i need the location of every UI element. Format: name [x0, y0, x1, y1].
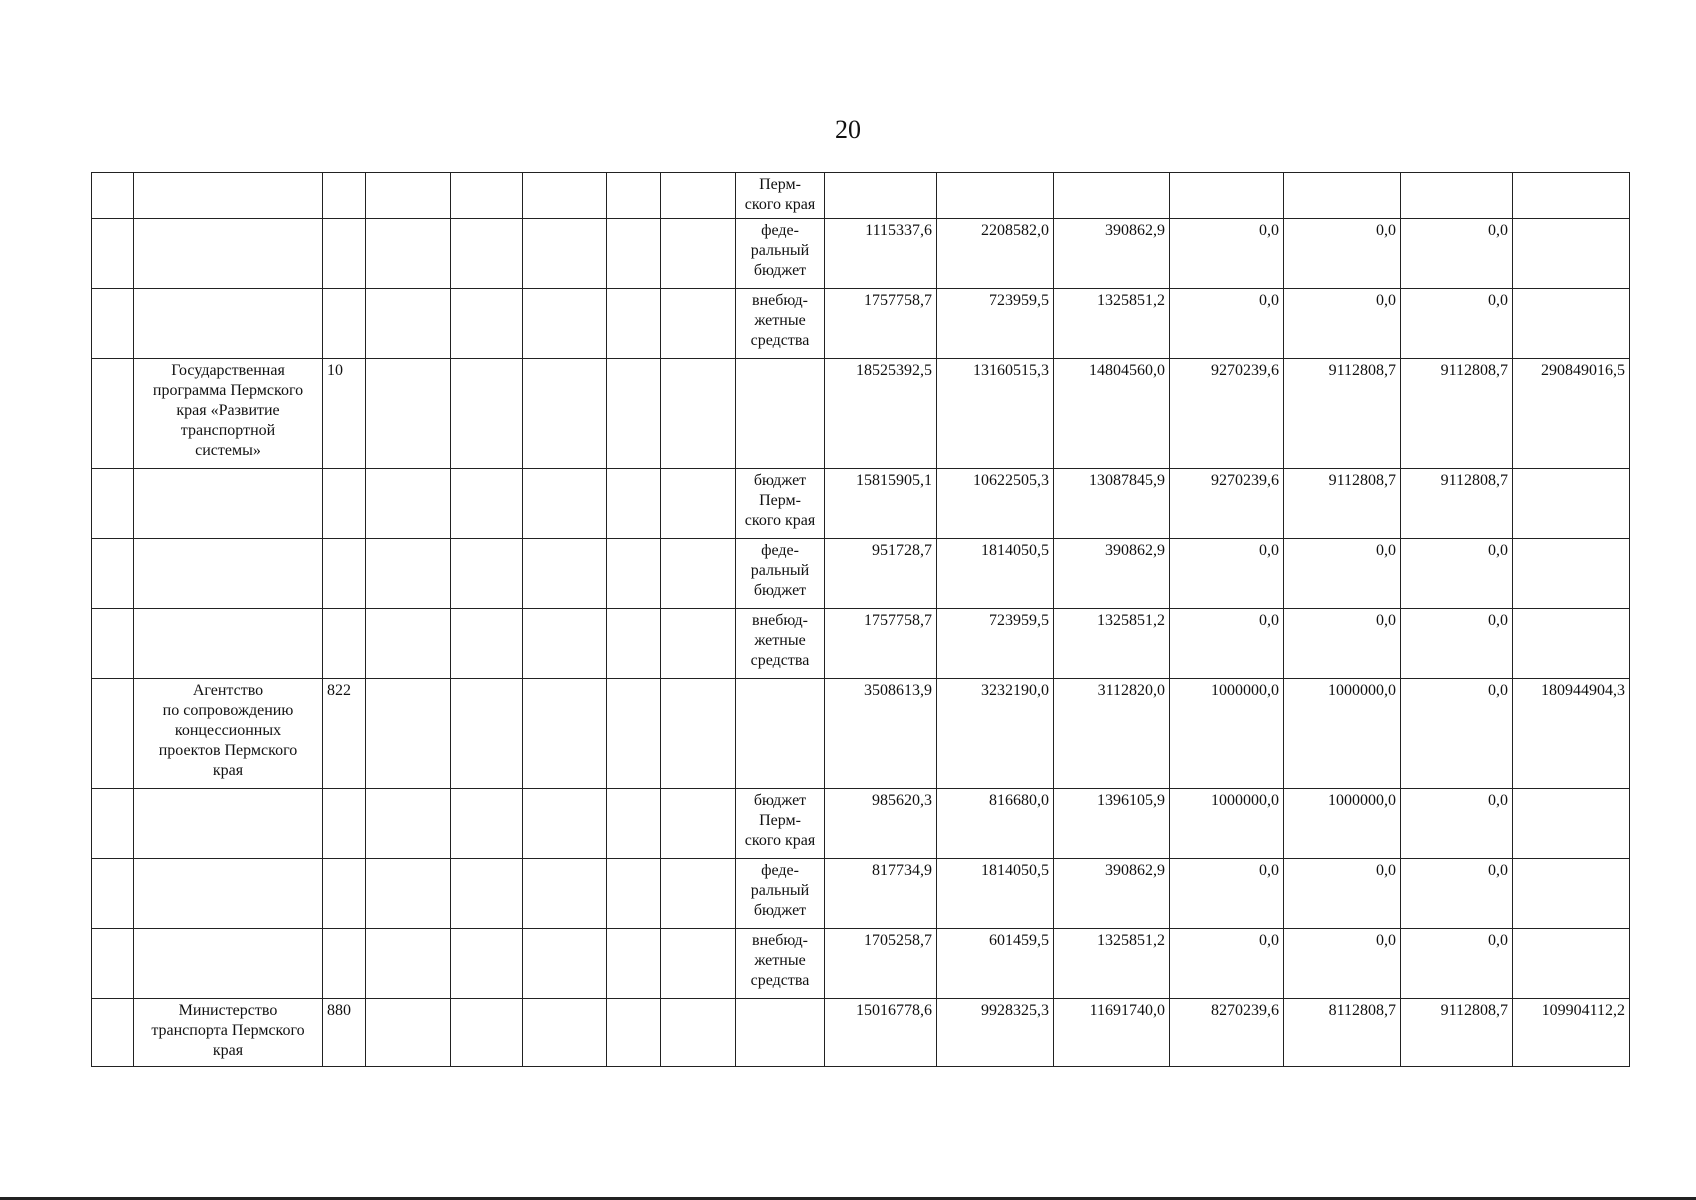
amount-cell: 1705258,7: [825, 929, 937, 999]
table-row: [92, 679, 1630, 789]
table-row: [92, 789, 1630, 859]
page-number: 20: [835, 115, 861, 144]
empty-cell: [607, 999, 661, 1067]
total-cell: 109904112,2: [1513, 999, 1630, 1067]
amount-cell: 0,0: [1401, 219, 1513, 289]
empty-cell: [523, 929, 607, 999]
funding-source-cell: внебюд- жетные средства: [736, 609, 825, 679]
amount-cell: 8112808,7: [1284, 999, 1401, 1067]
amount-cell: 14804560,0: [1054, 359, 1170, 469]
amount-cell: 0,0: [1401, 859, 1513, 929]
amount-cell: 8270239,6: [1170, 999, 1284, 1067]
empty-cell: [366, 173, 451, 219]
index-cell: [92, 789, 134, 859]
amount-cell: 9270239,6: [1170, 469, 1284, 539]
amount-cell: [1284, 173, 1401, 219]
amount-cell: [1170, 173, 1284, 219]
empty-cell: [607, 679, 661, 789]
funding-source-cell: [736, 679, 825, 789]
amount-cell: 0,0: [1401, 929, 1513, 999]
total-cell: [1513, 859, 1630, 929]
amount-cell: 0,0: [1284, 219, 1401, 289]
total-cell: [1513, 173, 1630, 219]
amount-cell: 601459,5: [937, 929, 1054, 999]
amount-cell: 390862,9: [1054, 859, 1170, 929]
index-cell: [92, 539, 134, 609]
amount-cell: 0,0: [1401, 789, 1513, 859]
funding-source-cell: Перм- ского края: [736, 173, 825, 219]
amount-cell: 1396105,9: [1054, 789, 1170, 859]
amount-cell: 1757758,7: [825, 289, 937, 359]
funding-source-cell: феде- ральный бюджет: [736, 219, 825, 289]
amount-cell: 1325851,2: [1054, 289, 1170, 359]
program-name-cell: [134, 219, 323, 289]
amount-cell: 9112808,7: [1401, 469, 1513, 539]
table-row: [92, 999, 1630, 1067]
amount-cell: 9270239,6: [1170, 359, 1284, 469]
amount-cell: 15016778,6: [825, 999, 937, 1067]
empty-cell: [366, 999, 451, 1067]
program-name-cell: [134, 173, 323, 219]
table-row: [92, 859, 1630, 929]
funding-source-cell: бюджет Перм- ского края: [736, 469, 825, 539]
total-cell: [1513, 929, 1630, 999]
program-name-cell: [134, 609, 323, 679]
amount-cell: 390862,9: [1054, 539, 1170, 609]
empty-cell: [451, 789, 523, 859]
amount-cell: 0,0: [1401, 679, 1513, 789]
amount-cell: 723959,5: [937, 609, 1054, 679]
index-cell: [92, 289, 134, 359]
empty-cell: [607, 289, 661, 359]
total-cell: [1513, 609, 1630, 679]
code-cell: [323, 789, 366, 859]
empty-cell: [366, 609, 451, 679]
empty-cell: [523, 679, 607, 789]
code-cell: [323, 539, 366, 609]
empty-cell: [661, 289, 736, 359]
empty-cell: [451, 609, 523, 679]
empty-cell: [607, 359, 661, 469]
code-cell: 880: [323, 999, 366, 1067]
program-name-cell: Агентство по сопровождению концессионных проектов Пермского края: [134, 679, 323, 789]
empty-cell: [523, 789, 607, 859]
amount-cell: [1054, 173, 1170, 219]
amount-cell: 951728,7: [825, 539, 937, 609]
amount-cell: 18525392,5: [825, 359, 937, 469]
amount-cell: 1000000,0: [1170, 789, 1284, 859]
empty-cell: [451, 539, 523, 609]
index-cell: [92, 469, 134, 539]
total-cell: [1513, 789, 1630, 859]
code-cell: 10: [323, 359, 366, 469]
empty-cell: [366, 789, 451, 859]
empty-cell: [523, 359, 607, 469]
table-row: [92, 359, 1630, 469]
empty-cell: [661, 219, 736, 289]
amount-cell: 390862,9: [1054, 219, 1170, 289]
amount-cell: 3112820,0: [1054, 679, 1170, 789]
amount-cell: 9112808,7: [1401, 999, 1513, 1067]
amount-cell: 0,0: [1170, 539, 1284, 609]
empty-cell: [451, 999, 523, 1067]
empty-cell: [451, 289, 523, 359]
empty-cell: [607, 929, 661, 999]
code-cell: [323, 929, 366, 999]
program-name-cell: [134, 859, 323, 929]
amount-cell: 9112808,7: [1401, 359, 1513, 469]
empty-cell: [607, 469, 661, 539]
amount-cell: 0,0: [1284, 539, 1401, 609]
empty-cell: [451, 469, 523, 539]
index-cell: [92, 929, 134, 999]
amount-cell: 1000000,0: [1284, 789, 1401, 859]
amount-cell: 0,0: [1401, 289, 1513, 359]
amount-cell: 1325851,2: [1054, 929, 1170, 999]
empty-cell: [607, 219, 661, 289]
empty-cell: [523, 469, 607, 539]
program-name-cell: [134, 539, 323, 609]
program-name-cell: [134, 789, 323, 859]
empty-cell: [451, 929, 523, 999]
amount-cell: 13087845,9: [1054, 469, 1170, 539]
total-cell: [1513, 289, 1630, 359]
index-cell: [92, 609, 134, 679]
amount-cell: [1401, 173, 1513, 219]
index-cell: [92, 679, 134, 789]
empty-cell: [451, 219, 523, 289]
program-name-cell: [134, 289, 323, 359]
amount-cell: 0,0: [1284, 289, 1401, 359]
code-cell: [323, 219, 366, 289]
empty-cell: [607, 859, 661, 929]
program-name-cell: Государственная программа Пермского края «Развитие транспортной системы»: [134, 359, 323, 469]
code-cell: [323, 609, 366, 679]
amount-cell: 3508613,9: [825, 679, 937, 789]
amount-cell: 1000000,0: [1284, 679, 1401, 789]
table-row: [92, 929, 1630, 999]
table-row: [92, 469, 1630, 539]
amount-cell: 0,0: [1401, 539, 1513, 609]
index-cell: [92, 859, 134, 929]
empty-cell: [661, 539, 736, 609]
total-cell: [1513, 219, 1630, 289]
empty-cell: [366, 929, 451, 999]
empty-cell: [366, 539, 451, 609]
program-name-cell: Министерство транспорта Пермского края: [134, 999, 323, 1067]
empty-cell: [607, 539, 661, 609]
table-row: [92, 219, 1630, 289]
empty-cell: [366, 219, 451, 289]
amount-cell: 1000000,0: [1170, 679, 1284, 789]
amount-cell: 0,0: [1170, 929, 1284, 999]
amount-cell: 13160515,3: [937, 359, 1054, 469]
amount-cell: 816680,0: [937, 789, 1054, 859]
amount-cell: 15815905,1: [825, 469, 937, 539]
empty-cell: [523, 859, 607, 929]
amount-cell: 0,0: [1284, 609, 1401, 679]
amount-cell: 10622505,3: [937, 469, 1054, 539]
table-row: [92, 173, 1630, 219]
budget-table: [91, 172, 1630, 1067]
index-cell: [92, 999, 134, 1067]
program-name-cell: [134, 929, 323, 999]
empty-cell: [523, 219, 607, 289]
amount-cell: 1115337,6: [825, 219, 937, 289]
empty-cell: [661, 469, 736, 539]
empty-cell: [451, 359, 523, 469]
amount-cell: 0,0: [1170, 859, 1284, 929]
funding-source-cell: [736, 359, 825, 469]
total-cell: [1513, 539, 1630, 609]
funding-source-cell: внебюд- жетные средства: [736, 289, 825, 359]
empty-cell: [523, 609, 607, 679]
total-cell: [1513, 469, 1630, 539]
amount-cell: 9112808,7: [1284, 469, 1401, 539]
empty-cell: [523, 999, 607, 1067]
empty-cell: [607, 789, 661, 859]
index-cell: [92, 359, 134, 469]
amount-cell: 1814050,5: [937, 859, 1054, 929]
empty-cell: [451, 859, 523, 929]
funding-source-cell: бюджет Перм- ского края: [736, 789, 825, 859]
amount-cell: 3232190,0: [937, 679, 1054, 789]
amount-cell: 0,0: [1170, 609, 1284, 679]
table-row: [92, 289, 1630, 359]
empty-cell: [366, 469, 451, 539]
total-cell: 290849016,5: [1513, 359, 1630, 469]
amount-cell: 9112808,7: [1284, 359, 1401, 469]
empty-cell: [661, 929, 736, 999]
amount-cell: 1814050,5: [937, 539, 1054, 609]
amount-cell: [937, 173, 1054, 219]
budget-table-body: [92, 173, 1630, 1067]
empty-cell: [661, 173, 736, 219]
empty-cell: [661, 789, 736, 859]
amount-cell: 0,0: [1284, 859, 1401, 929]
funding-source-cell: [736, 999, 825, 1067]
amount-cell: 0,0: [1170, 219, 1284, 289]
code-cell: [323, 289, 366, 359]
empty-cell: [661, 359, 736, 469]
index-cell: [92, 173, 134, 219]
empty-cell: [523, 539, 607, 609]
empty-cell: [366, 859, 451, 929]
code-cell: [323, 469, 366, 539]
amount-cell: 1757758,7: [825, 609, 937, 679]
empty-cell: [661, 999, 736, 1067]
amount-cell: 0,0: [1284, 929, 1401, 999]
table-row: [92, 609, 1630, 679]
amount-cell: 11691740,0: [1054, 999, 1170, 1067]
empty-cell: [451, 173, 523, 219]
index-cell: [92, 219, 134, 289]
empty-cell: [607, 609, 661, 679]
funding-source-cell: феде- ральный бюджет: [736, 539, 825, 609]
amount-cell: 985620,3: [825, 789, 937, 859]
amount-cell: 723959,5: [937, 289, 1054, 359]
empty-cell: [607, 173, 661, 219]
code-cell: 822: [323, 679, 366, 789]
program-name-cell: [134, 469, 323, 539]
amount-cell: 1325851,2: [1054, 609, 1170, 679]
empty-cell: [523, 173, 607, 219]
empty-cell: [661, 679, 736, 789]
table-row: [92, 539, 1630, 609]
total-cell: 180944904,3: [1513, 679, 1630, 789]
empty-cell: [451, 679, 523, 789]
amount-cell: 0,0: [1401, 609, 1513, 679]
funding-source-cell: феде- ральный бюджет: [736, 859, 825, 929]
code-cell: [323, 173, 366, 219]
amount-cell: 9928325,3: [937, 999, 1054, 1067]
empty-cell: [366, 289, 451, 359]
empty-cell: [523, 289, 607, 359]
funding-source-cell: внебюд- жетные средства: [736, 929, 825, 999]
amount-cell: 817734,9: [825, 859, 937, 929]
empty-cell: [366, 679, 451, 789]
amount-cell: [825, 173, 937, 219]
empty-cell: [661, 609, 736, 679]
empty-cell: [366, 359, 451, 469]
code-cell: [323, 859, 366, 929]
amount-cell: 0,0: [1170, 289, 1284, 359]
amount-cell: 2208582,0: [937, 219, 1054, 289]
empty-cell: [661, 859, 736, 929]
